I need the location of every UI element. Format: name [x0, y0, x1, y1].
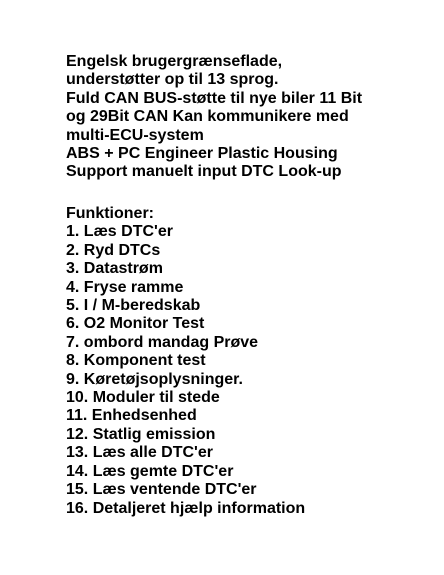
intro-line: Engelsk brugergrænseflade, — [66, 53, 283, 70]
feature-item: 15. Læs ventende DTC'er — [66, 481, 257, 499]
features-list — [66, 223, 305, 518]
feature-item: 14. Læs gemte DTC'er — [66, 462, 234, 480]
intro-line: understøtter op til 13 sprog. — [66, 71, 279, 89]
intro-paragraph — [66, 53, 362, 182]
feature-item: 11. Enhedsenhed — [66, 407, 197, 425]
features-heading: Funktioner: — [66, 205, 154, 222]
features-section — [66, 205, 305, 518]
intro-line: ABS + PC Engineer Plastic Housing — [66, 145, 338, 163]
intro-line: multi-ECU-system — [66, 126, 204, 144]
feature-item: 13. Læs alle DTC'er — [66, 444, 213, 462]
feature-item: 2. Ryd DTCs — [66, 241, 161, 259]
feature-item: 6. O2 Monitor Test — [66, 315, 205, 333]
feature-item: 16. Detaljeret hjælp information — [66, 499, 306, 517]
feature-item: 1. Læs DTC'er — [66, 223, 173, 241]
feature-item: 12. Statlig emission — [66, 425, 216, 443]
intro-line: Support manuelt input DTC Look-up — [66, 163, 342, 181]
feature-item: 9. Køretøjsoplysninger. — [66, 370, 243, 388]
feature-item: 7. ombord mandag Prøve — [66, 333, 259, 351]
feature-item: 10. Moduler til stede — [66, 389, 220, 407]
feature-item: 5. I / M-beredskab — [66, 297, 201, 315]
feature-item: 4. Fryse ramme — [66, 278, 184, 296]
intro-line: og 29Bit CAN Kan kommunikere med — [66, 108, 349, 126]
intro-line: Fuld CAN BUS-støtte til nye biler 11 Bit — [66, 89, 363, 107]
feature-item: 3. Datastrøm — [66, 260, 163, 278]
feature-item: 8. Komponent test — [66, 352, 206, 370]
